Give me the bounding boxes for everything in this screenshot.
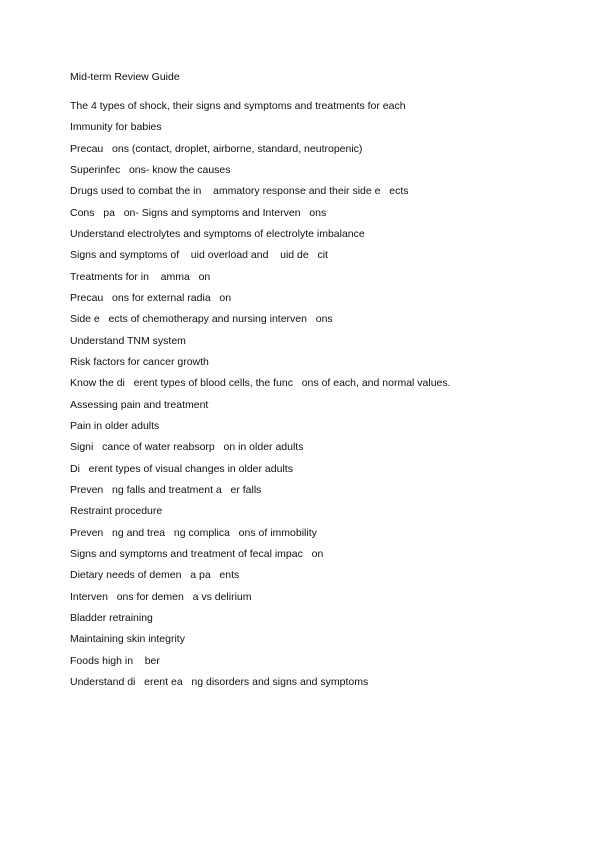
review-topic-item: The 4 types of shock, their signs and symptoms and treatments for each <box>70 100 406 112</box>
review-topic-item: Signs and symptoms and treatment of fecal impac on <box>70 547 324 560</box>
review-topic-item: Understand electrolytes and symptoms of electrolyte imbalance <box>70 227 365 240</box>
review-topic-item: Pain in older adults <box>70 419 160 432</box>
review-topic-item: Understand di erent ea ng disorders and signs and symptoms <box>70 675 369 688</box>
review-topic-item: Know the di erent types of blood cells, the func ons of each, and normal values. <box>70 377 451 390</box>
review-topic-item: Maintaining skin integrity <box>70 633 185 646</box>
review-topic-item: Precau ons for external radia on <box>70 291 232 304</box>
review-topic-item: Cons pa on- Signs and symptoms and Interven ons <box>70 206 327 219</box>
review-topic-item: Restraint procedure <box>70 505 163 518</box>
document-title: Mid-term Review Guide <box>70 71 180 83</box>
review-topic-item: Signs and symptoms of uid overload and uid de cit <box>70 249 328 262</box>
review-topic-item: Foods high in ber <box>70 654 160 667</box>
review-topic-item: Assessing pain and treatment <box>70 398 209 411</box>
review-topic-item: Side e ects of chemotherapy and nursing interven ons <box>70 313 333 326</box>
review-topic-item: Immunity for babies <box>70 121 162 134</box>
review-topic-item: Treatments for in amma on <box>70 270 211 283</box>
review-topic-item: Signi cance of water reabsorp on in older adults <box>70 441 304 454</box>
review-topic-item: Understand TNM system <box>70 334 186 347</box>
review-topic-item: Superinfec ons- know the causes <box>70 163 231 176</box>
review-topic-item: Interven ons for demen a vs delirium <box>70 590 252 603</box>
review-topic-list <box>70 99 451 696</box>
review-topic-item: Drugs used to combat the in ammatory response and their side e ects <box>70 185 409 198</box>
review-topic-item: Dietary needs of demen a pa ents <box>70 569 240 582</box>
review-topic-item: Preven ng falls and treatment a er falls <box>70 483 262 496</box>
review-topic-item: Preven ng and trea ng complica ons of immobility <box>70 526 317 539</box>
review-topic-item: Precau ons (contact, droplet, airborne, standard, neutropenic) <box>70 142 363 155</box>
review-topic-item: Di erent types of visual changes in older adults <box>70 462 293 475</box>
review-topic-item: Risk factors for cancer growth <box>70 355 209 368</box>
review-topic-item: Bladder retraining <box>70 611 153 624</box>
